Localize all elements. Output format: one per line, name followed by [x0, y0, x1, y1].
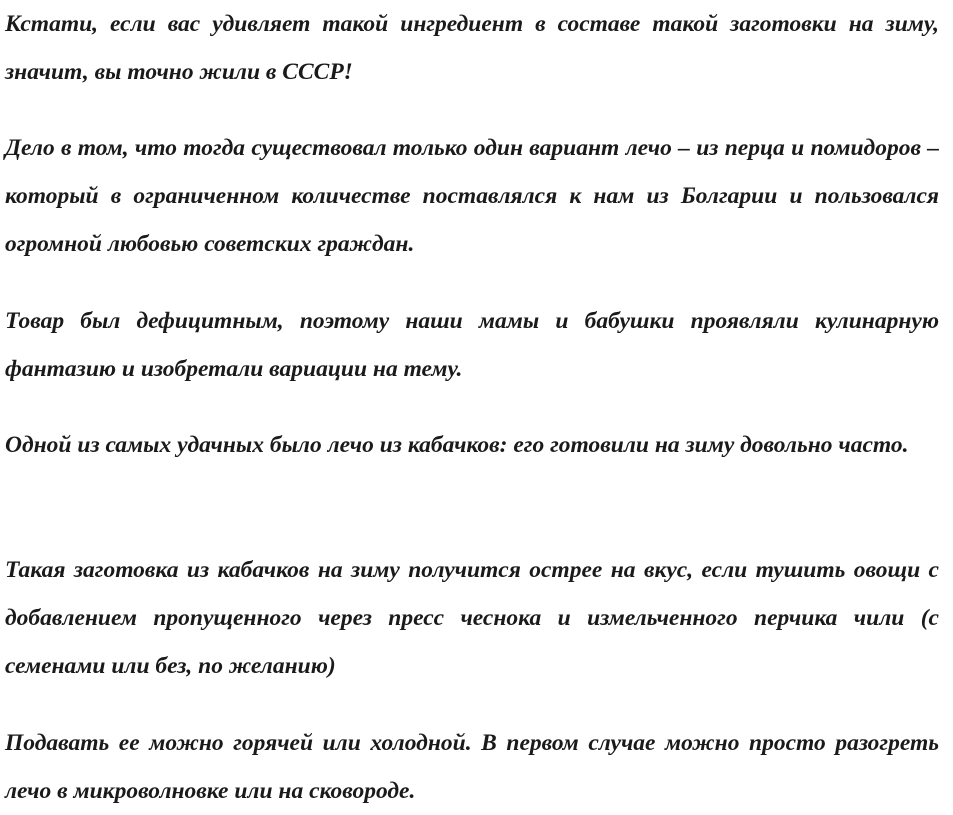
- paragraph-lecho-history: Дело в том, что тогда существовал только один вариант лечо – из перца и помидоров – который в ограниченном количестве поставлялся к нам из Болгарии и пользовался огромной любовью советских граждан.: [5, 135, 939, 257]
- paragraph-deficit: Товар был дефицитным, поэтому наши мамы и бабушки проявляли кулинарную фантазию и изобретали вариации на тему.: [5, 308, 939, 382]
- paragraph-serving: Подавать ее можно горячей или холодной. В первом случае можно просто разогреть лечо в микроволновке или на сковороде.: [5, 730, 939, 804]
- paragraph-spicy-variant: Такая заготовка из кабачков на зиму получится острее на вкус, если тушить овощи с добавлением пропущенного через пресс чеснока и измельченного перчика чили (с семенами или без, по желанию): [5, 557, 939, 679]
- paragraph-zucchini-lecho: Одной из самых удачных было лечо из кабачков: его готовили на зиму довольно часто.: [5, 432, 909, 458]
- paragraph-ussr-note: Кстати, если вас удивляет такой ингредиент в составе такой заготовки на зиму, значит, вы точно жили в СССР!: [5, 11, 939, 85]
